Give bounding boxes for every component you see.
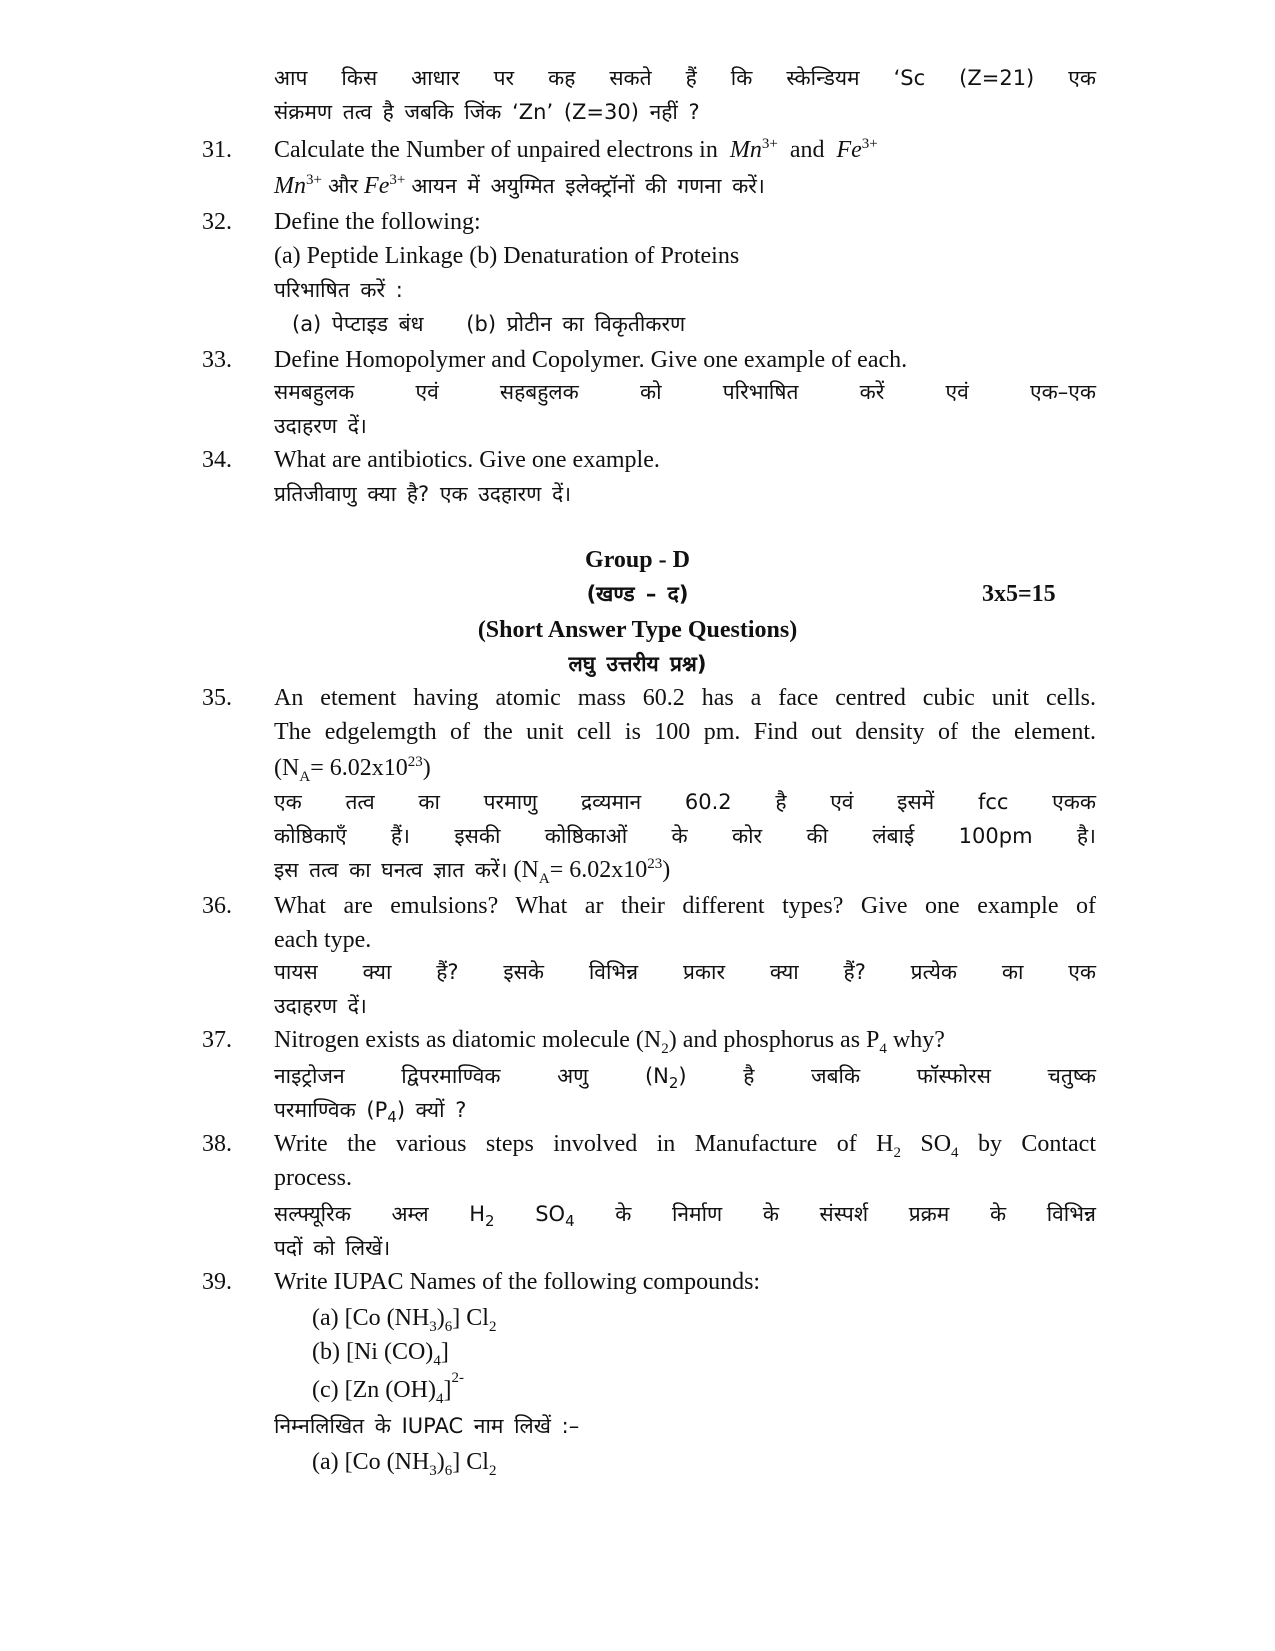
question-number-34: 34. — [202, 447, 232, 473]
q31-and: and — [789, 137, 825, 163]
q37-en-sub2: 2 — [661, 1040, 669, 1057]
q31-ion-mn-charge: 3+ — [761, 136, 778, 152]
q39-a-sub6: 6 — [444, 1318, 453, 1335]
q39-c-label: (c) [Zn (OH) — [312, 1377, 436, 1403]
q37-hi-2a: परमाण्विक (P — [274, 1098, 388, 1122]
group-hindi-title: (खण्ड – द) — [586, 582, 689, 606]
q33-hindi-line-1: समबहुलक एवं सहबहुलक को परिभाषित करें एवं एक–एक — [274, 380, 1096, 404]
q35-avogadro: $(N_A= 6.02x10^{23})$ — [274, 754, 431, 785]
group-marks: 3x5=15 — [982, 581, 1056, 607]
q39-hi-a-label: (a) [Co (NH — [312, 1449, 430, 1475]
q32-hindi: परिभाषित करें : — [274, 278, 403, 302]
q39-compound-a — [312, 1301, 1134, 1335]
q35-na-exp: 23 — [407, 754, 423, 770]
q35-hindi-line-2: कोष्ठिकाएँ हैं। इसकी कोष्ठिकाओं के कोर की लंबाई 100pm है। — [274, 824, 1096, 848]
q39-a-label: (a) [Co (NH — [312, 1305, 430, 1331]
q35-na-sub: A — [299, 768, 311, 785]
q37-en-c: why? — [886, 1027, 945, 1053]
q38-en-1a: Write the various steps involved in Manufacture of H — [274, 1131, 894, 1157]
q38-hi-1b: SO — [494, 1202, 566, 1226]
q31-english — [274, 133, 1096, 167]
q35-english-line-1: An etement having atomic mass 60.2 has a face centred cubic unit cells. — [274, 685, 1096, 711]
q37-en-sub4: 4 — [879, 1040, 887, 1057]
q39-hi-a-sub3: 3 — [429, 1462, 437, 1479]
q39-b-label: (b) [Ni (CO) — [312, 1339, 434, 1365]
q39-c-sub4: 4 — [435, 1390, 444, 1407]
question-number-38: 38. — [202, 1131, 232, 1157]
q39-hi-a-sub6: 6 — [444, 1462, 453, 1479]
q36-hindi-line-1: पायस क्या हैं? इसके विभिन्न प्रकार क्या हैं? प्रत्येक का एक — [274, 960, 1096, 984]
q38-en-1c: by Contact — [958, 1131, 1096, 1157]
q37-hi-sub2: 2 — [668, 1074, 679, 1093]
group-title: Group - D — [585, 547, 690, 573]
q38-en-sub4: 4 — [951, 1144, 959, 1161]
q31-hi-join: और — [327, 174, 359, 198]
q38-en-sub2: 2 — [893, 1144, 901, 1161]
q35-na-label: N — [282, 755, 300, 781]
q39-compound-c — [312, 1370, 1134, 1407]
q31-ion-fe-charge: 3+ — [861, 136, 878, 152]
intro-line-1: आप किस आधार पर कह सकते हैं कि स्केन्डियम ‘Sc (Z=21) एक — [274, 66, 1096, 90]
q35-english-line-2: The edgelemgth of the unit cell is 100 pm. Find out density of the element. — [274, 719, 1096, 745]
q35-hi-na-sub: A — [538, 870, 550, 887]
q31-hi-ion-fe-charge: 3+ — [389, 172, 406, 188]
q39-b-sub4: 4 — [433, 1352, 441, 1369]
q35-hindi-line-3-text: इस तत्व का घनत्व ज्ञात करें। — [274, 858, 508, 882]
question-number-33: 33. — [202, 347, 232, 373]
q38-hi-1c: के निर्माण के संस्पर्श प्रक्रम के विभिन्न — [574, 1202, 1096, 1226]
q37-hi-2b: ) क्यों ? — [396, 1098, 467, 1122]
q35-na-value: = 6.02x10 — [310, 755, 408, 781]
q32-hindi-parts — [292, 307, 1114, 341]
q39-hi-a-end: ] Cl — [452, 1449, 489, 1475]
question-number-37: 37. — [202, 1027, 232, 1053]
q32-hindi-part-a: (a) पेप्टाइड बंध — [292, 312, 424, 336]
q38-hi-1a: सल्फ्यूरिक अम्ल H — [274, 1202, 486, 1226]
q35-hindi-line-3: इस तत्व का घनत्व ज्ञात करें। $(N_A= 6.02x10^{23})$ — [274, 856, 671, 887]
q31-hi-ion-mn-charge: 3+ — [306, 172, 322, 188]
q38-en-1b: SO — [900, 1131, 952, 1157]
q31-hindi — [274, 169, 1096, 203]
q32-parts: (a) Peptide Linkage (b) Denaturation of Proteins — [274, 243, 740, 269]
question-number-31: 31. — [202, 137, 232, 163]
q37-hi-1b: ) है जबकि फॉस्फोरस चतुष्क — [678, 1064, 1096, 1088]
q39-c-charge: 2- — [451, 1370, 464, 1386]
q38-hindi-line-2: पदों को लिखें। — [274, 1236, 391, 1260]
q39-hi-a-mid: ) — [436, 1449, 445, 1475]
q39-english: Write IUPAC Names of the following compounds: — [274, 1269, 761, 1295]
q37-hi-1a: नाइट्रोजन द्विपरमाण्विक अणु (N — [274, 1064, 669, 1088]
q39-b-end: ] — [440, 1339, 449, 1365]
q39-hindi-compound-a — [312, 1445, 1134, 1479]
q36-english-line-2: each type. — [274, 927, 372, 953]
q36-hindi-line-2: उदाहरण दें। — [274, 994, 367, 1018]
q37-hindi-line-1 — [274, 1059, 1096, 1093]
q38-english-line-2: process. — [274, 1165, 352, 1191]
q37-hindi-line-2 — [274, 1093, 1096, 1127]
q31-hi-suffix: आयन में अयुग्मित इलेक्ट्रॉनों की गणना करें। — [411, 174, 765, 198]
q36-english-line-1: What are emulsions? What ar their different types? Give one example of — [274, 893, 1096, 919]
question-number-35: 35. — [202, 685, 232, 711]
q33-hindi-line-2: उदाहरण दें। — [274, 414, 367, 438]
q39-c-end: ] — [443, 1377, 452, 1403]
question-number-39: 39. — [202, 1269, 232, 1295]
q39-hi-a-sub2: 2 — [488, 1462, 497, 1479]
q39-a-sub3: 3 — [429, 1318, 437, 1335]
group-subtitle: (Short Answer Type Questions) — [477, 617, 798, 643]
q39-compound-b — [312, 1335, 1134, 1369]
q38-hi-sub2: 2 — [485, 1212, 495, 1231]
q37-hi-sub4: 4 — [387, 1108, 397, 1127]
q35-hi-na-exp: 23 — [647, 856, 663, 872]
q37-en-a: Nitrogen exists as diatomic molecule (N — [274, 1027, 662, 1053]
question-number-32: 32. — [202, 209, 232, 235]
q38-english-line-1 — [274, 1127, 1096, 1161]
intro-line-2: संक्रमण तत्व है जबकि जिंक ‘Zn’ (Z=30) नहीं ? — [274, 100, 700, 124]
q39-hindi: निम्नलिखित के IUPAC नाम लिखें :– — [274, 1414, 580, 1438]
q35-hindi-line-1: एक तत्व का परमाणु द्रव्यमान 60.2 है एवं इसमें fcc एकक — [274, 790, 1096, 814]
group-hindi-subtitle: लघु उत्तरीय प्रश्न) — [568, 652, 707, 676]
q37-english — [274, 1023, 1096, 1057]
q32-english: Define the following: — [274, 209, 481, 235]
q31-hi-ion-fe: Fe — [364, 173, 390, 199]
q38-hi-sub4: 4 — [565, 1212, 575, 1231]
q35-hi-na-value: = 6.02x10 — [549, 857, 648, 883]
q39-a-end: ] Cl — [452, 1305, 489, 1331]
q37-en-b: ) and phosphorus as P — [668, 1027, 880, 1053]
q39-a-sub2: 2 — [488, 1318, 497, 1335]
q33-english: Define Homopolymer and Copolymer. Give one example of each. — [274, 347, 908, 373]
question-number-36: 36. — [202, 893, 232, 919]
q31-ion-mn: Mn — [729, 137, 762, 163]
q31-hi-ion-mn: Mn — [274, 173, 306, 199]
q35-hi-na-label: N — [521, 857, 539, 883]
q34-hindi: प्रतिजीवाणु क्या है? एक उदहारण दें। — [274, 482, 572, 506]
q32-hindi-part-b: (b) प्रोटीन का विकृतीकरण — [466, 312, 686, 336]
q39-a-mid: ) — [436, 1305, 445, 1331]
q31-text: Calculate the Number of unpaired electrons in — [274, 137, 718, 163]
q31-ion-fe: Fe — [836, 137, 862, 163]
q34-english: What are antibiotics. Give one example. — [274, 447, 660, 473]
q38-hindi-line-1 — [274, 1197, 1096, 1231]
